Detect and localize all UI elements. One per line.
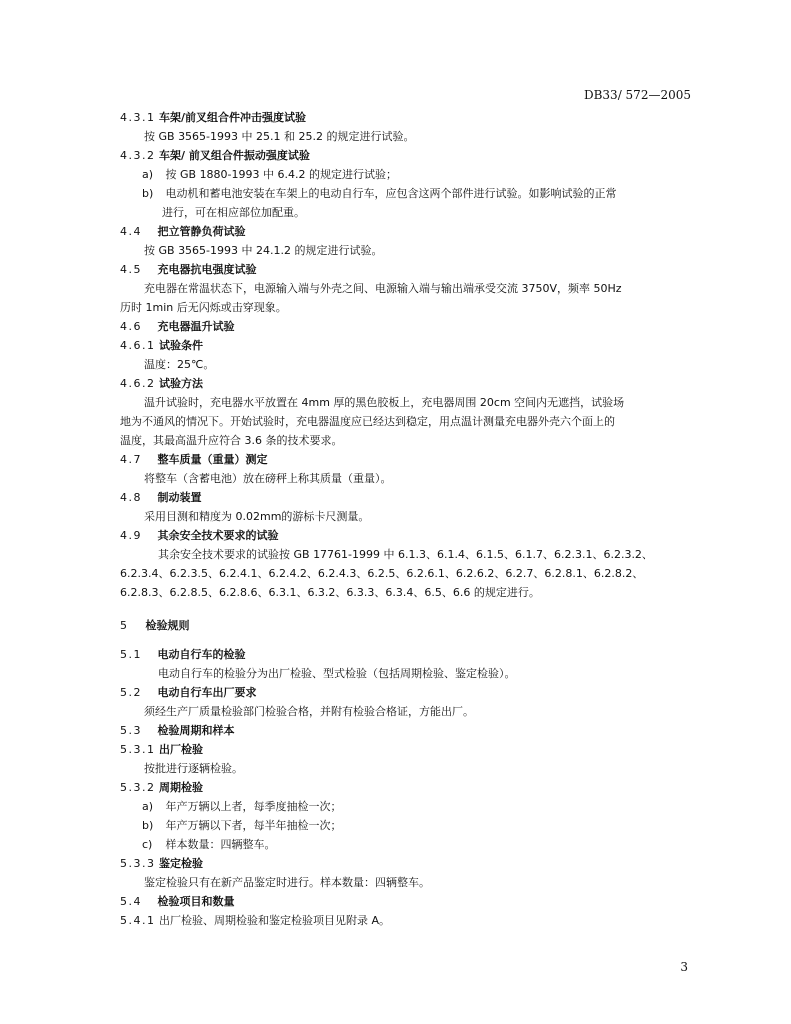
heading-4-6-1	[120, 336, 690, 355]
document-body	[120, 108, 690, 930]
heading-4-5	[120, 260, 690, 279]
heading-4-6-2	[120, 374, 690, 393]
paragraph-line: 充电器在常温状态下，电源输入端与外壳之间、电源输入端与输出端承受交流 3750V，频率 50Hz	[144, 282, 622, 295]
paragraph-line: 地为不通风的情况下。开始试验时，充电器温度应已经达到稳定，用点温计测量充电器外壳六个面上的	[120, 415, 615, 428]
clause-title: 电动自行车出厂要求	[157, 686, 257, 699]
heading-5-3-3	[120, 854, 690, 873]
clause-title: 充电器温升试验	[157, 320, 235, 333]
list-item	[120, 184, 690, 203]
clause-number: 5.3.3	[120, 857, 156, 870]
clause-number: 5.3.1	[120, 743, 156, 756]
clause-number: 5.4	[120, 895, 142, 908]
list-text: 样本数量：四辆整车。	[165, 838, 276, 851]
clause-number: 5.2	[120, 686, 142, 699]
clause-number: 5.3	[120, 724, 142, 737]
list-item	[120, 797, 690, 816]
heading-5-3	[120, 721, 690, 740]
clause-number: 5	[120, 619, 129, 632]
list-text: 按 GB 1880-1993 中 6.4.2 的规定进行试验；	[165, 168, 397, 181]
clause-title: 制动装置	[157, 491, 202, 504]
paragraph: 鉴定检验只有在新产品鉴定时进行。样本数量：四辆整车。	[144, 876, 430, 889]
paragraph-line: 历时 1min 后无闪烁或击穿现象。	[120, 301, 287, 314]
paragraph: 温度：25℃。	[144, 358, 215, 371]
clause-title: 车架/ 前叉组合件振动强度试验	[159, 149, 310, 162]
heading-5-3-2	[120, 778, 690, 797]
clause-number: 4.5	[120, 263, 142, 276]
clause-title: 检验项目和数量	[157, 895, 235, 908]
clause-number: 4.3.2	[120, 149, 156, 162]
clause-title: 周期检验	[159, 781, 203, 794]
clause-number: 4.8	[120, 491, 142, 504]
clause-number: 4.9	[120, 529, 142, 542]
list-item	[120, 165, 690, 184]
clause-title: 其余安全技术要求的试验	[157, 529, 279, 542]
clause-text: 出厂检验、周期检验和鉴定检验项目见附录 A。	[159, 914, 391, 927]
paragraph: 按 GB 3565-1993 中 24.1.2 的规定进行试验。	[144, 244, 383, 257]
list-text: 电动机和蓄电池安装在车架上的电动自行车，应包含这两个部件进行试验。如影响试验的正常	[165, 187, 617, 200]
clause-5-4-1	[120, 911, 690, 930]
clause-title: 电动自行车的检验	[157, 648, 246, 661]
list-marker: b)	[142, 819, 154, 832]
heading-5	[120, 616, 690, 635]
list-item-continuation: 进行，可在相应部位加配重。	[162, 206, 305, 219]
heading-4-6	[120, 317, 690, 336]
paragraph: 按批进行逐辆检验。	[144, 762, 243, 775]
paragraph-line: 温度，其最高温升应符合 3.6 条的技术要求。	[120, 434, 343, 447]
standard-code: DB33/ 572—2005	[583, 88, 691, 102]
clause-number: 5.3.2	[120, 781, 156, 794]
clause-number: 4.4	[120, 225, 142, 238]
clause-number: 4.6.1	[120, 339, 156, 352]
list-marker: a)	[142, 168, 154, 181]
paragraph-line: 温升试验时，充电器水平放置在 4mm 厚的黑色胶板上，充电器周围 20cm 空间内无遮挡，试验场	[144, 396, 625, 409]
clause-number: 4.7	[120, 453, 142, 466]
clause-title: 整车质量（重量）测定	[157, 453, 268, 466]
clause-title: 试验条件	[159, 339, 203, 352]
list-item	[120, 816, 690, 835]
heading-5-2	[120, 683, 690, 702]
heading-4-8	[120, 488, 690, 507]
paragraph: 采用目测和精度为 0.02mm的游标卡尺测量。	[144, 510, 370, 523]
heading-5-1	[120, 645, 690, 664]
clause-title: 充电器抗电强度试验	[157, 263, 257, 276]
heading-4-4	[120, 222, 690, 241]
paragraph: 按 GB 3565-1993 中 25.1 和 25.2 的规定进行试验。	[144, 130, 415, 143]
clause-number: 5.1	[120, 648, 142, 661]
heading-5-4	[120, 892, 690, 911]
paragraph-line: 其余安全技术要求的试验按 GB 17761-1999 中 6.1.3、6.1.4、6.1.5、6.1.7、6.2.3.1、6.2.3.2、	[158, 548, 653, 561]
paragraph: 须经生产厂质量检验部门检验合格，并附有检验合格证，方能出厂。	[144, 705, 474, 718]
clause-title: 车架/前叉组合件冲击强度试验	[159, 111, 307, 124]
heading-4-9	[120, 526, 690, 545]
clause-title: 鉴定检验	[159, 857, 203, 870]
heading-4-7	[120, 450, 690, 469]
page-number: 3	[680, 960, 688, 974]
list-text: 年产万辆以下者，每半年抽检一次；	[165, 819, 342, 832]
clause-title: 检验周期和样本	[157, 724, 235, 737]
list-marker: a)	[142, 800, 154, 813]
list-item	[120, 835, 690, 854]
paragraph: 电动自行车的检验分为出厂检验、型式检验（包括周期检验、鉴定检验）。	[158, 667, 516, 680]
clause-title: 出厂检验	[159, 743, 203, 756]
clause-number: 4.6.2	[120, 377, 156, 390]
clause-number: 4.3.1	[120, 111, 156, 124]
clause-number: 4.6	[120, 320, 142, 333]
clause-title: 把立管静负荷试验	[157, 225, 246, 238]
paragraph-line: 6.2.3.4、6.2.3.5、6.2.4.1、6.2.4.2、6.2.4.3、6.2.5、6.2.6.1、6.2.6.2、6.2.7、6.2.8.1、6.2.8.2、	[120, 567, 644, 580]
clause-number: 5.4.1	[120, 914, 156, 927]
heading-4-3-2	[120, 146, 690, 165]
clause-title: 检验规则	[145, 619, 190, 632]
heading-4-3-1	[120, 108, 690, 127]
heading-5-3-1	[120, 740, 690, 759]
paragraph-line: 6.2.8.3、6.2.8.5、6.2.8.6、6.3.1、6.3.2、6.3.3、6.3.4、6.5、6.6 的规定进行。	[120, 586, 540, 599]
list-marker: b)	[142, 187, 154, 200]
list-text: 年产万辆以上者，每季度抽检一次；	[165, 800, 342, 813]
paragraph: 将整车（含蓄电池）放在磅秤上称其质量（重量）。	[144, 472, 392, 485]
list-marker: c)	[142, 838, 153, 851]
clause-title: 试验方法	[159, 377, 203, 390]
